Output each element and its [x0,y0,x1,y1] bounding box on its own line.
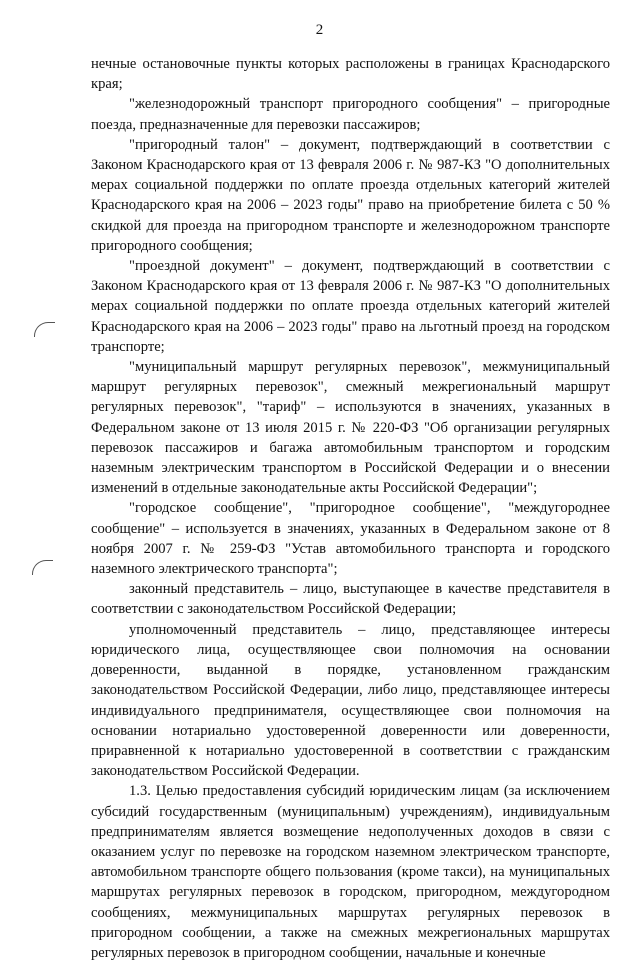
paragraph-definition-municipal-route: "муниципальный маршрут регулярных перевозок", межмуниципальный маршрут регулярных перевозок", смежный межрегиональный маршрут регулярных перевозок", "тариф" – используются в значениях, указанных в Федеральном законе от 13 июля 2015 г. № 220-ФЗ "Об организации регулярных перевозок пассажиров и багажа автомобильным транспортом и городским наземным электрическим транспортом в Российской Федерации и о внесении изменений в отдельные законодательные акты Российской Федерации"; [91,359,610,497]
paragraph-definition-travel-document: "проездной документ" – документ, подтверждающий в соответствии с Законом Краснодарского края от 13 февраля 2006 г. № 987-КЗ "О дополнительных мерах социальной поддержки по оплате проезда отдельных категорий жителей Краснодарского края на 2006 – 2023 годы" право на льготный проезд на городском транспорте; [91,258,610,355]
page-number: 2 [315,22,324,38]
document-body [91,54,610,963]
paragraph-section-1-3: 1.3. Целью предоставления субсидий юридическим лицам (за исключением субсидий государственным (муниципальным) учреждениям), индивидуальным предпринимателям является возмещение недополученных доходов в связи с оказанием услуг по перевозке на городском наземном электрическом транспорте, автомобильном транспорте общего пользования (кроме такси), на муниципальных маршрутах регулярных перевозок в городском, пригородном, междугородном сообщениях, межмуниципальных маршрутах регулярных перевозок в пригородном сообщении, а также на смежных межрегиональных маршрутах регулярных перевозок в пригородном сообщении, начальные и конечные [91,783,610,961]
paragraph-definition-city-service: "городское сообщение", "пригородное сообщение", "междугороднее сообщение" – используется в значениях, указанных в Федеральном законе от 8 ноября 2007 г. № 259-ФЗ "Устав автомобильного транспорта и городского наземного электрического транспорта"; [91,500,610,578]
paragraph-continuation: нечные остановочные пункты которых расположены в границах Краснодарского края; [91,56,610,93]
paragraph-definition-authorized-representative: уполномоченный представитель – лицо, представляющее интересы юридического лица, осуществляющее свои полномочия на основании доверенности, выданной в порядке, установленном гражданским законодательством Российской Федерации, либо лицо, представляющее интересы индивидуального предпринимателя, осуществляющее свои полномочия на основании нотариально удостоверенной доверенности или доверенности, приравненной к нотариально удостоверенной в соответствии с гражданским законодательством Российской Федерации. [91,621,610,780]
paragraph-definition-railway: "железнодорожный транспорт пригородного сообщения" – пригородные поезда, предназначенные для перевозки пассажиров; [91,96,610,133]
scan-artifact-bottom [32,560,53,575]
paragraph-definition-legal-representative: законный представитель – лицо, выступающее в качестве представителя в соответствии с законодательством Российской Федерации; [91,581,610,618]
paragraph-definition-suburban-ticket: "пригородный талон" – документ, подтверждающий в соответствии с Законом Краснодарского края от 13 февраля 2006 г. № 987-КЗ "О дополнительных мерах социальной поддержки по оплате проезда отдельных категорий жителей Краснодарского края на 2006 – 2023 годы" право на приобретение билета с 50 % скидкой для проезда на пригородном транспорте и железнодорожном транспорте пригородного сообщения; [91,136,610,254]
scan-artifact-top [34,322,55,337]
